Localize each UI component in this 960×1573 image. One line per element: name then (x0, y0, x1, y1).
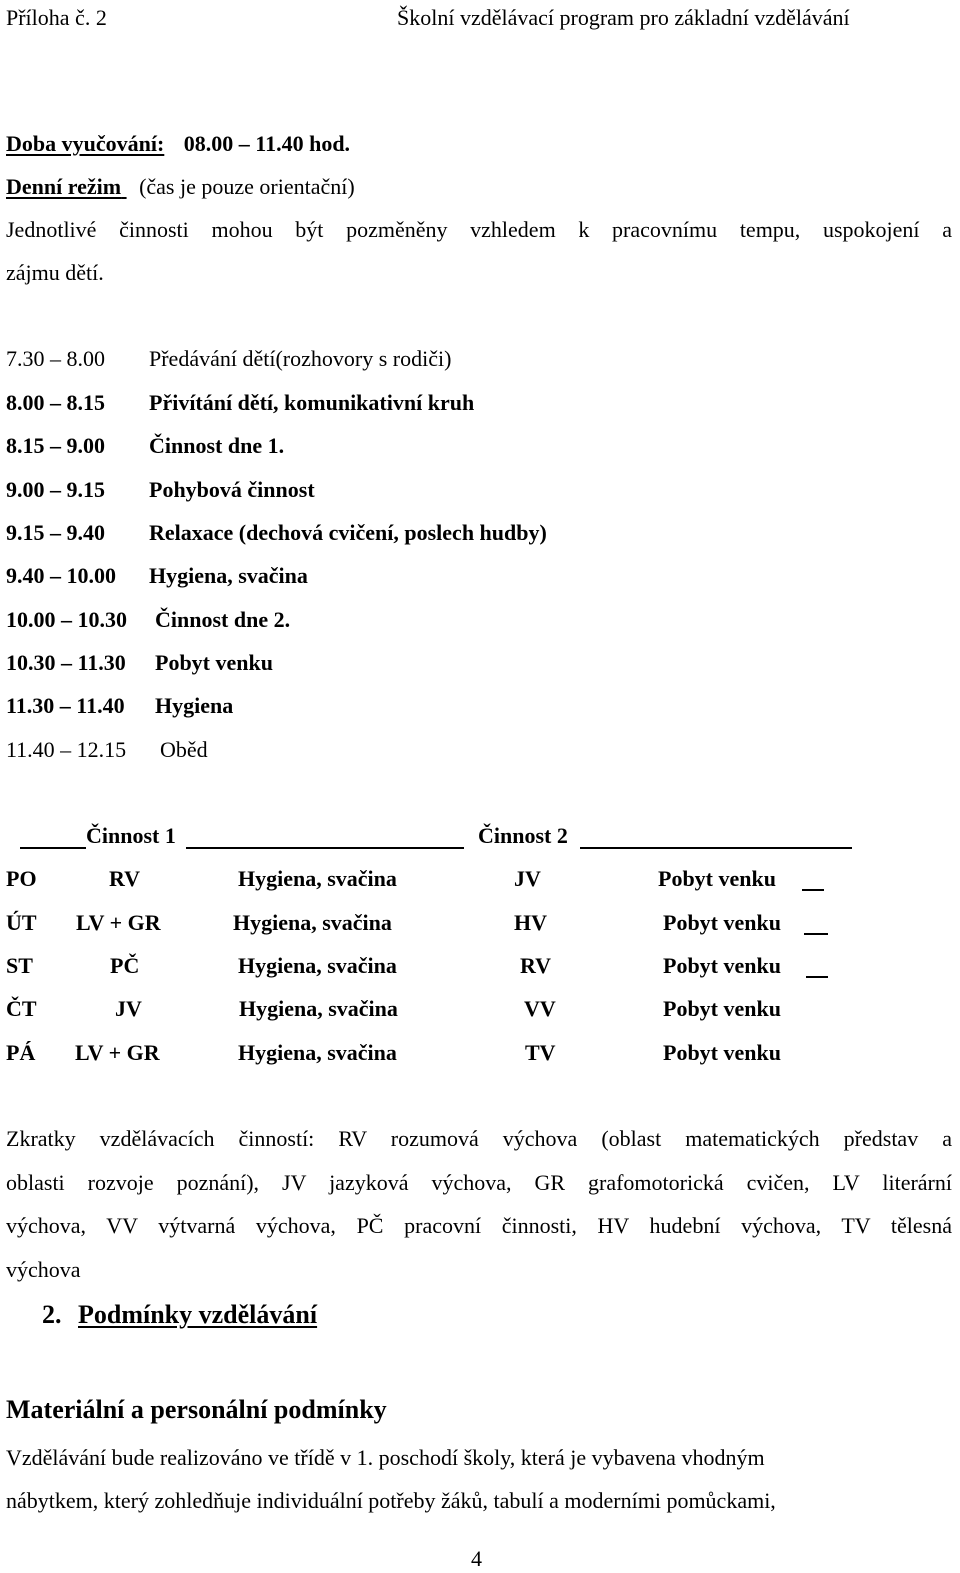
schedule-time: 9.00 – 9.15 (6, 477, 105, 502)
schedule-time: 10.00 – 10.30 (6, 607, 127, 632)
rezim-underline-gap (121, 176, 139, 198)
weekly-end: Pobyt venku (663, 1040, 781, 1065)
schedule-activity: Oběd (160, 737, 208, 762)
weekly-header-2: Činnost 2 (478, 823, 568, 848)
weekly-c2: JV (514, 866, 541, 891)
rezim-label: Denní režim (6, 174, 122, 199)
weekly-c2: TV (525, 1040, 556, 1065)
schedule-activity: Pobyt venku (155, 650, 273, 675)
subsection-title: Materiální a personální podmínky (6, 1395, 387, 1424)
weekly-mid: Hygiena, svačina (233, 910, 392, 935)
section-number: 2. (42, 1300, 62, 1329)
doba-row (6, 133, 350, 155)
rezim-heading (6, 176, 355, 198)
weekly-mid: Hygiena, svačina (239, 996, 398, 1021)
schedule-time: 8.15 – 9.00 (6, 433, 105, 458)
weekly-day: PO (6, 866, 37, 891)
schedule-activity: Hygiena (155, 693, 234, 718)
row-rule (804, 933, 828, 935)
weekly-c2: HV (514, 910, 547, 935)
schedule-activity: Činnost dne 2. (155, 607, 291, 632)
rezim-line-2: zájmu dětí. (6, 260, 104, 285)
row-rule (806, 976, 828, 978)
schedule-time: 7.30 – 8.00 (6, 346, 105, 371)
weekly-end: Pobyt venku (663, 910, 781, 935)
header-rule (186, 847, 464, 849)
abbrev-line-2: oblasti rozvoje poznání), JV jazyková výchova, GR grafomotorická cvičen, LV literární (6, 1170, 952, 1195)
schedule-time: 10.30 – 11.30 (6, 650, 126, 675)
weekly-day: PÁ (6, 1040, 36, 1065)
doba-value: 08.00 – 11.40 hod. (183, 131, 351, 156)
schedule-activity: Hygiena, svačina (149, 563, 308, 588)
weekly-c2: VV (524, 996, 556, 1021)
section-heading (42, 1302, 317, 1328)
page-number: 4 (471, 1546, 482, 1571)
rezim-line-1: Jednotlivé činnosti mohou být pozměněny vzhledem k pracovnímu tempu, uspokojení a (6, 217, 952, 242)
weekly-mid: Hygiena, svačina (238, 866, 397, 891)
weekly-c1: PČ (110, 953, 140, 978)
schedule-time: 9.40 – 10.00 (6, 563, 116, 588)
header-rule (20, 847, 86, 849)
subsection-line-2: nábytkem, který zohledňuje individuální potřeby žáků, tabulí a moderními pomůckami, (6, 1488, 776, 1513)
weekly-c1: LV + GR (76, 910, 161, 935)
weekly-c1: JV (115, 996, 142, 1021)
weekly-c1: LV + GR (75, 1040, 160, 1065)
schedule-time: 9.15 – 9.40 (6, 520, 105, 545)
schedule-activity: Činnost dne 1. (149, 433, 285, 458)
section-title: Podmínky vzdělávání (78, 1300, 318, 1329)
weekly-header-1: Činnost 1 (86, 823, 176, 848)
weekly-day: ST (6, 953, 33, 978)
row-rule (802, 889, 824, 891)
schedule-time: 8.00 – 8.15 (6, 390, 105, 415)
weekly-mid: Hygiena, svačina (238, 953, 397, 978)
header-rule (580, 847, 852, 849)
schedule-activity: Pohybová činnost (149, 477, 315, 502)
weekly-end: Pobyt venku (663, 996, 781, 1021)
weekly-c2: RV (520, 953, 552, 978)
weekly-end: Pobyt venku (663, 953, 781, 978)
header-left: Příloha č. 2 (6, 5, 107, 30)
subsection-line-1: Vzdělávání bude realizováno ve třídě v 1. poschodí školy, která je vybavena vhodným (6, 1445, 765, 1470)
schedule-activity: Relaxace (dechová cvičení, poslech hudby) (149, 520, 547, 545)
abbrev-line-3: výchova, VV výtvarná výchova, PČ pracovní činnosti, HV hudební výchova, TV tělesná (6, 1213, 952, 1238)
abbrev-line-4: výchova (6, 1257, 81, 1282)
weekly-c1: RV (109, 866, 141, 891)
rezim-note: (čas je pouze orientační) (139, 174, 355, 199)
weekly-day: ÚT (6, 910, 37, 935)
doba-label: Doba vyučování: (6, 131, 165, 156)
schedule-activity: Předávání dětí(rozhovory s rodiči) (149, 346, 452, 371)
schedule-time: 11.30 – 11.40 (6, 693, 125, 718)
weekly-mid: Hygiena, svačina (238, 1040, 397, 1065)
schedule-time: 11.40 – 12.15 (6, 737, 127, 762)
weekly-day: ČT (6, 996, 37, 1021)
abbrev-line-1: Zkratky vzdělávacích činností: RV rozumová výchova (oblast matematických představ a (6, 1126, 952, 1151)
schedule-activity: Přivítání dětí, komunikativní kruh (149, 390, 475, 415)
weekly-end: Pobyt venku (658, 866, 776, 891)
header-right: Školní vzdělávací program pro základní vzdělávání (397, 5, 850, 30)
